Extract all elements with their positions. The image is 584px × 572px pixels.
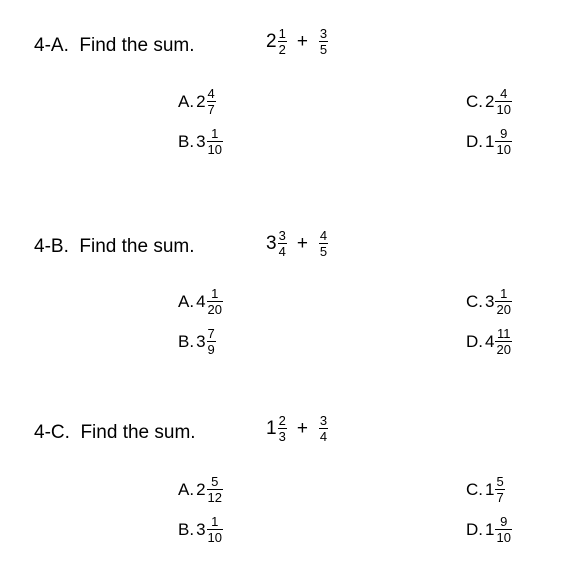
choice-d[interactable]: D. 4 $\frac{11}{20}$ <box>466 326 511 357</box>
choice-a[interactable]: A. 2 $\frac{5}{12}$ <box>178 474 222 505</box>
addend-1: 3 $\frac{3}{4}$ <box>266 228 286 259</box>
problem-expression <box>266 228 328 259</box>
choice-d[interactable]: D. 1 $\frac{9}{10}$ <box>466 514 511 545</box>
problem-expression <box>266 413 328 444</box>
choice-c[interactable]: C. 1 $\frac{5}{7}$ <box>466 474 504 505</box>
addend-2: $\frac{3}{5}$ <box>319 26 328 57</box>
choice-b[interactable]: B. 3 $\frac{1}{10}$ <box>178 514 222 545</box>
plus-sign: + <box>296 232 308 254</box>
choice-b[interactable]: B. 3 $\frac{1}{10}$ <box>178 126 222 157</box>
fraction: $\frac{2}{3}$ <box>278 413 286 444</box>
choice-d[interactable]: D. 1 $\frac{9}{10}$ <box>466 126 511 157</box>
addend-2: $\frac{3}{4}$ <box>319 413 328 444</box>
choice-c[interactable]: C. 2 $\frac{4}{10}$ <box>466 86 511 117</box>
choice-b[interactable]: B. 3 $\frac{7}{9}$ <box>178 326 215 357</box>
problem-label: 4-A. Find the sum. <box>34 35 195 56</box>
plus-sign: + <box>296 417 308 439</box>
fraction: $\frac{3}{4}$ <box>278 228 286 259</box>
addend-1: 2 $\frac{1}{2}$ <box>266 26 286 57</box>
choice-a[interactable]: A. 4 $\frac{1}{20}$ <box>178 286 222 317</box>
problem-expression <box>266 26 328 57</box>
fraction: $\frac{1}{2}$ <box>278 26 286 57</box>
addend-2: $\frac{4}{5}$ <box>319 228 328 259</box>
choice-c[interactable]: C. 3 $\frac{1}{20}$ <box>466 286 511 317</box>
problem-label: 4-B. Find the sum. <box>34 236 195 257</box>
choice-a[interactable]: A. 2 $\frac{4}{7}$ <box>178 86 215 117</box>
plus-sign: + <box>296 30 308 52</box>
problem-label: 4-C. Find the sum. <box>34 422 196 443</box>
addend-1: 1 $\frac{2}{3}$ <box>266 413 286 444</box>
